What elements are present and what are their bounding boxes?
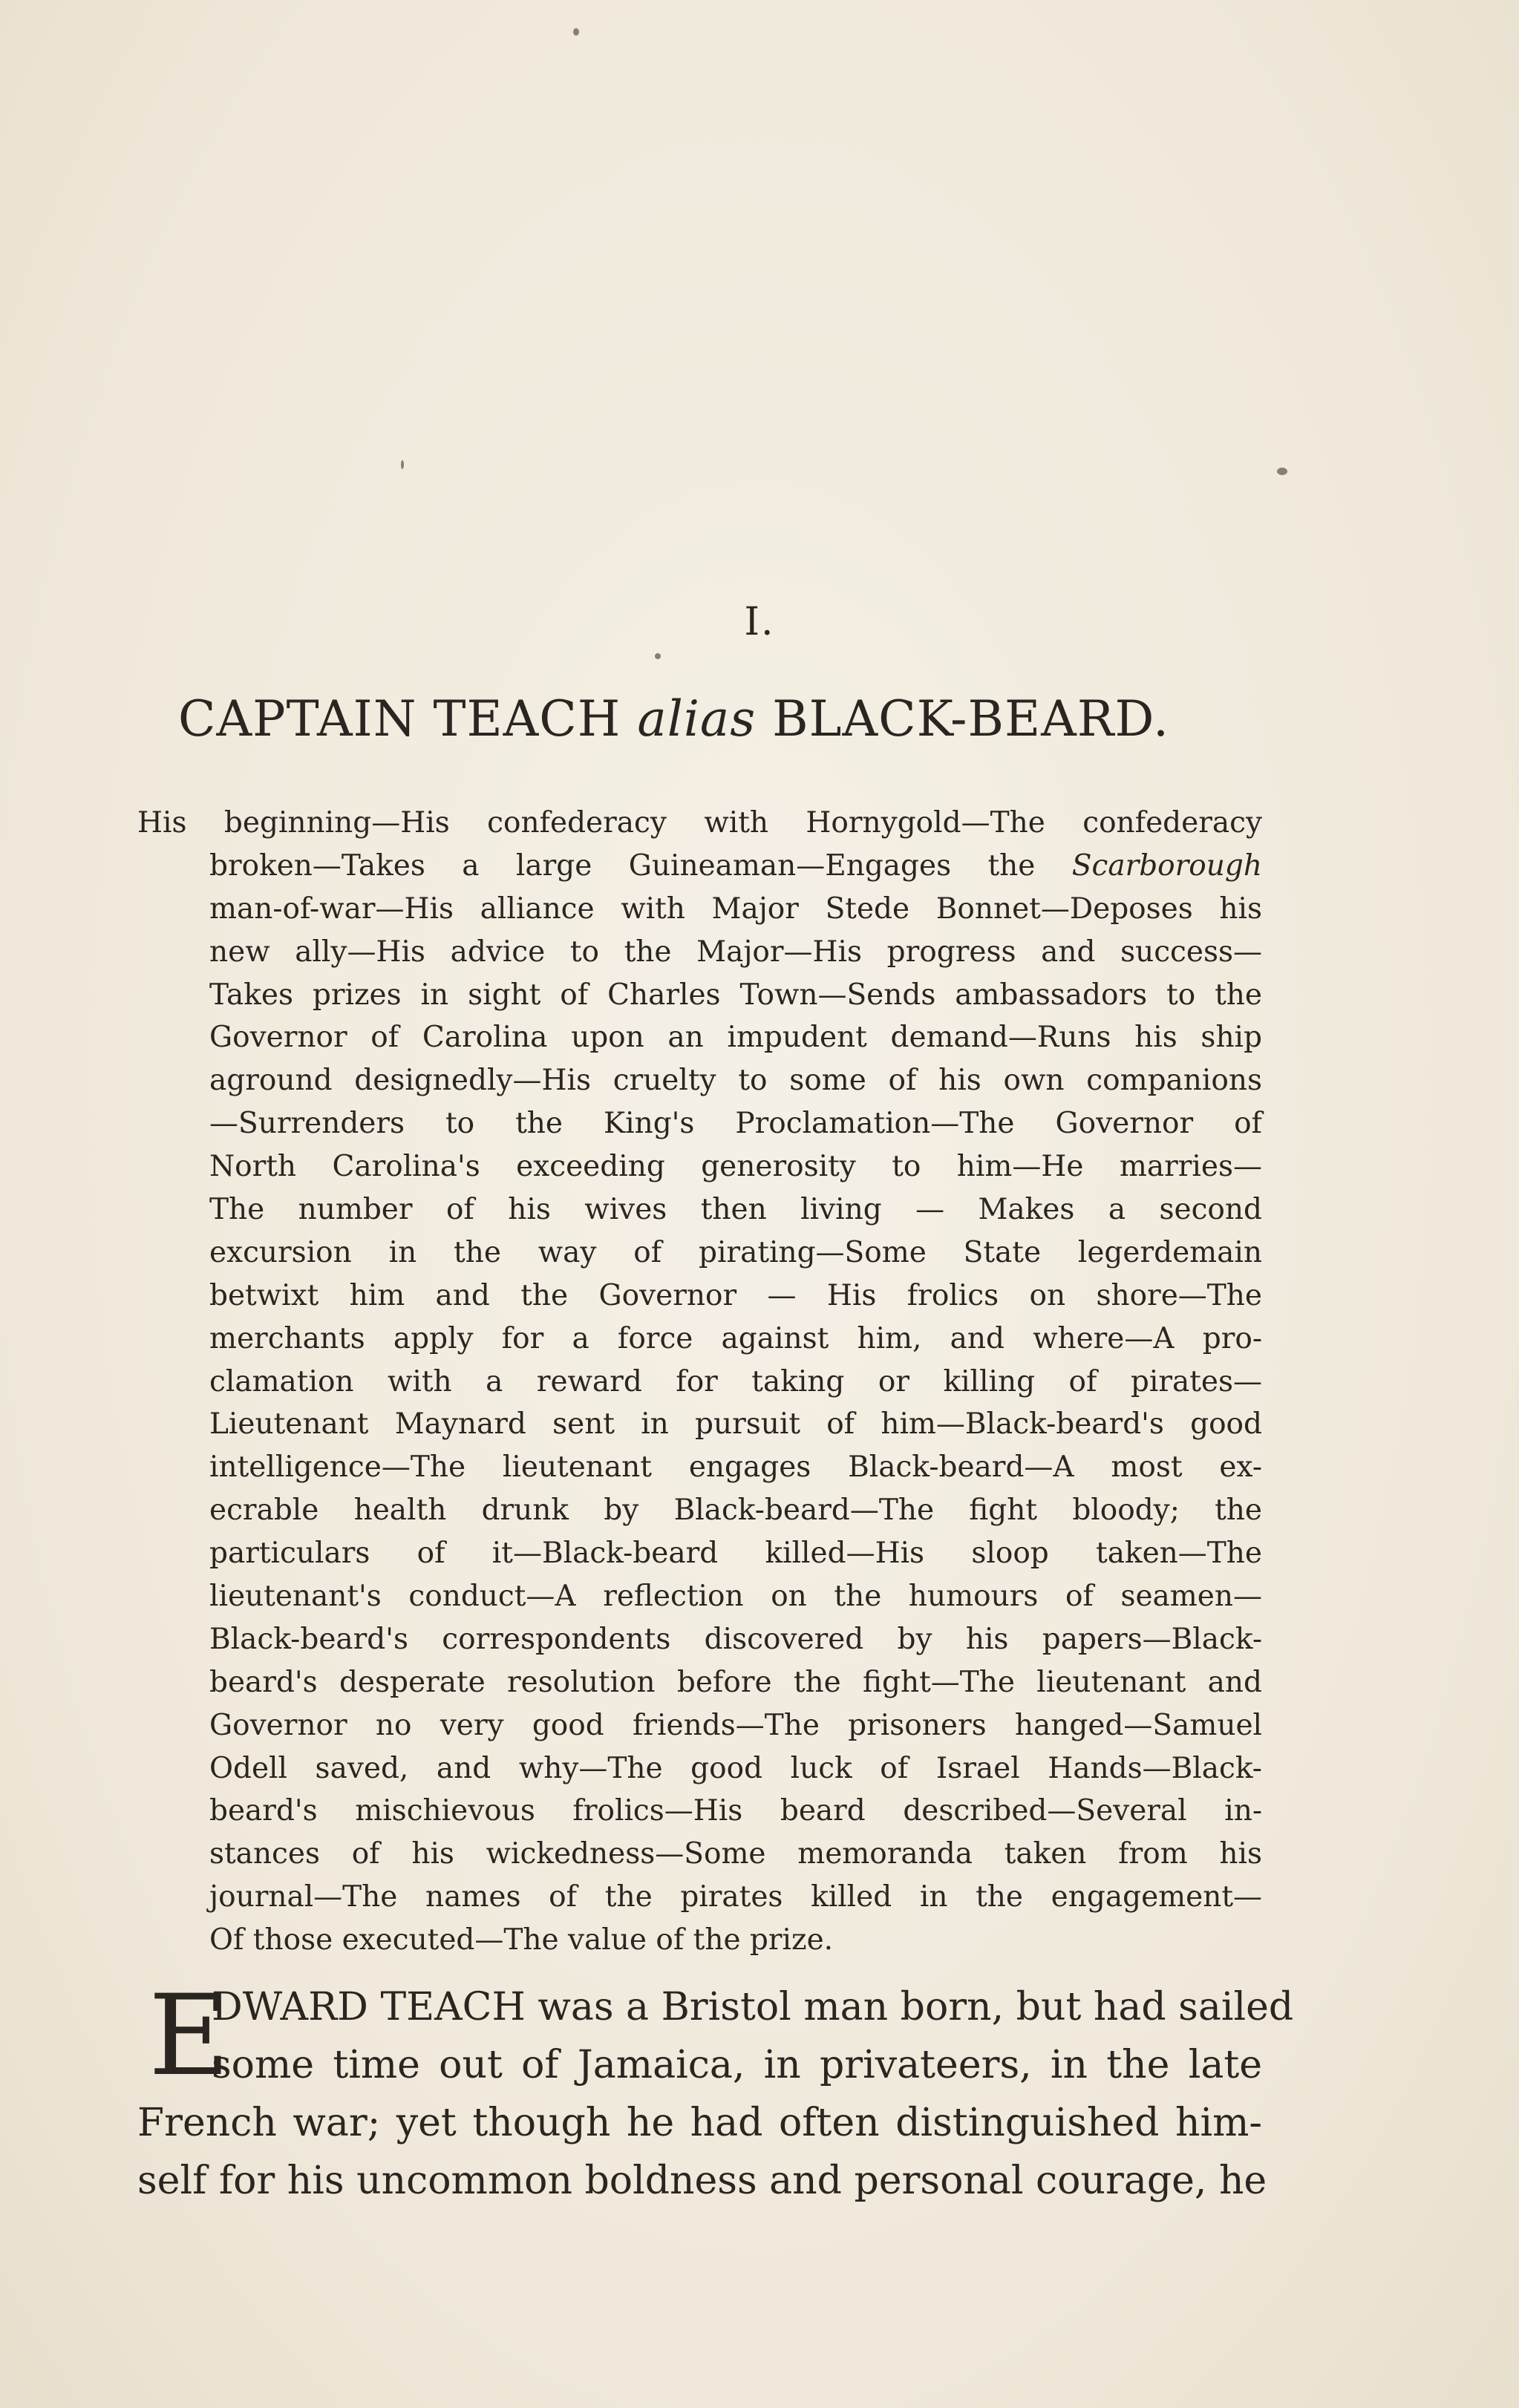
summary-line: stances of his wickedness—Some memoranda taken from his: [209, 1837, 1262, 1871]
summary-line: ecrable health drunk by Black-beard—The fight bloody; the: [209, 1493, 1262, 1528]
body-line: self for his uncommon boldness and personal courage, he: [137, 2159, 1267, 2203]
chapter-summary: [137, 802, 1262, 1962]
summary-line: Governor of Carolina upon an impudent demand—Runs his ship: [209, 1021, 1262, 1055]
body-paragraph: [137, 1972, 1294, 2210]
body-line: French war; yet though he had often distinguished him-: [137, 2101, 1262, 2145]
paper-speck: [573, 28, 579, 36]
summary-line: excursion in the way of pirating—Some State legerdemain: [209, 1235, 1262, 1269]
summary-line: Of those executed—The value of the prize.: [209, 1923, 834, 1957]
chapter-title-nickname: BLACK-BEARD.: [772, 690, 1170, 747]
summary-line: journal—The names of the pirates killed in the engagement—: [209, 1880, 1262, 1914]
summary-italic-ship: Scarborough: [1071, 848, 1262, 883]
summary-line: His beginning—His confederacy with Hornygold—The confederacy: [137, 806, 1262, 840]
summary-line: aground designedly—His cruelty to some of his own companions: [209, 1064, 1262, 1098]
paper-speck: [655, 653, 661, 659]
summary-line: —Surrenders to the King's Proclamation—The Governor of: [209, 1107, 1262, 1141]
summary-line: North Carolina's exceeding generosity to him—He marries—: [209, 1150, 1262, 1184]
summary-line: [137, 845, 1262, 888]
body-line: DWARD TEACH was a Bristol man born, but had sailed: [212, 1985, 1294, 2029]
chapter-title-alias: alias: [637, 690, 757, 747]
chapter-title-name: CAPTAIN TEACH: [178, 690, 621, 747]
paper-speck: [401, 460, 404, 469]
summary-line: Takes prizes in sight of Charles Town—Sends ambassadors to the: [209, 978, 1262, 1012]
summary-line: The number of his wives then living — Makes a second: [209, 1193, 1262, 1227]
summary-line: merchants apply for a force against him, and where—A pro-: [209, 1321, 1262, 1355]
summary-line: Black-beard's correspondents discovered by his papers—Black-: [209, 1622, 1262, 1656]
summary-line-text: broken—Takes a large Guineaman—Engages the: [209, 848, 1036, 883]
summary-line: betwixt him and the Governor — His frolics on shore—The: [209, 1278, 1262, 1312]
summary-line: lieutenant's conduct—A reflection on the humours of seamen—: [209, 1580, 1262, 1614]
summary-line: clamation with a reward for taking or killing of pirates—: [209, 1364, 1262, 1398]
summary-line: Governor no very good friends—The prisoners hanged—Samuel: [209, 1708, 1262, 1742]
summary-line: Odell saved, and why—The good luck of Israel Hands—Black-: [209, 1751, 1262, 1785]
summary-line: intelligence—The lieutenant engages Black-beard—A most ex-: [209, 1450, 1262, 1485]
drop-cap: E: [148, 1972, 230, 2101]
summary-line: Lieutenant Maynard sent in pursuit of him—Black-beard's good: [209, 1407, 1262, 1442]
summary-line: new ally—His advice to the Major—His progress and success—: [209, 935, 1262, 969]
chapter-number: I.: [744, 600, 775, 644]
paper-speck: [1277, 468, 1287, 475]
chapter-title: [178, 690, 1232, 747]
summary-line: particulars of it—Black-beard killed—His sloop taken—The: [209, 1537, 1262, 1571]
body-line: some time out of Jamaica, in privateers, in the late: [212, 2043, 1262, 2087]
summary-line: beard's mischievous frolics—His beard described—Several in-: [209, 1794, 1262, 1828]
summary-line: man-of-war—His alliance with Major Stede Bonnet—Deposes his: [209, 891, 1262, 926]
summary-line: beard's desperate resolution before the fight—The lieutenant and: [209, 1665, 1262, 1699]
